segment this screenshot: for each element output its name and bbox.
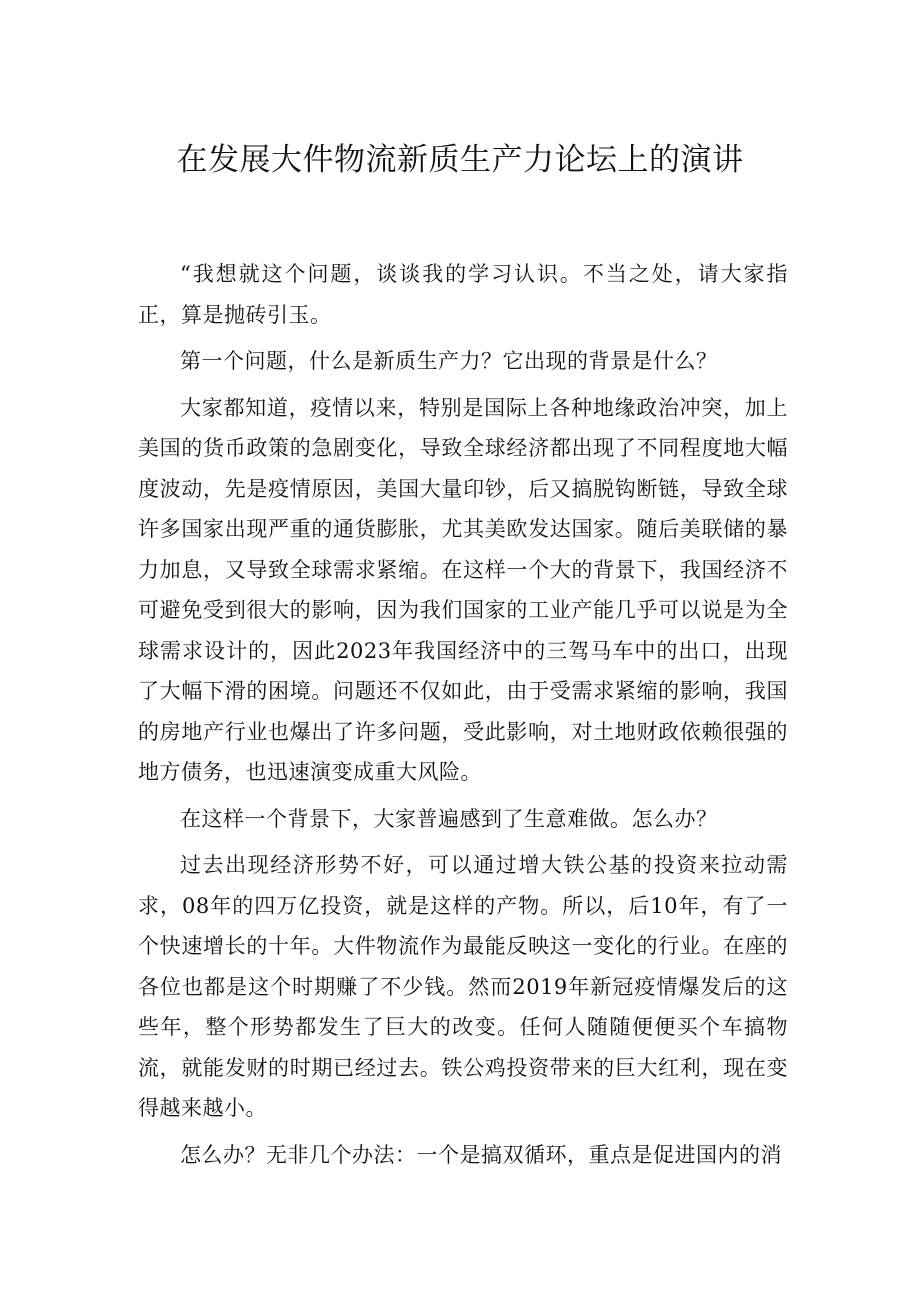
paragraph-background: 大家都知道，疫情以来，特别是国际上各种地缘政治冲突，加上美国的货币政策的急剧变化，导致全球经济都出现了不同程度地大幅度波动，先是疫情原因，美国大量印钞，后又搞脱钩断链，导致全球许多国家出现严重的通货膨胀，尤其美欧发达国家。随后美联储的暴力加息，又导致全球需求紧缩。在这样一个大的背景下，我国经济不可避免受到很大的影响，因为我们国家的工业产能几乎可以说是为全球需求设计的，因此2023年我国经济中的三驾马车中的出口，出现了大幅下滑的困境。问题还不仅如此，由于受需求紧缩的影响，我国的房地产行业也爆出了许多问题，受此影响，对土地财政依赖很强的地方债务，也迅速演变成重大风险。 xyxy=(138,395,788,784)
paragraph-intro: “我想就这个问题，谈谈我的学习认识。不当之处，请大家指正，算是抛砖引玉。 xyxy=(138,262,788,327)
paragraph-business-hard: 在这样一个背景下，大家普遍感到了生意难做。怎么办？ xyxy=(180,806,718,831)
paragraph-past-investment: 过去出现经济形势不好，可以通过增大铁公基的投资来拉动需求，08年的四万亿投资，就是这样的产物。所以，后10年，有了一个快速增长的十年。大件物流作为最能反映这一变化的行业。在座的各位也都是这个时期赚了不少钱。然而2019年新冠疫情爆发后的这些年，整个形势都发生了巨大的改变。任何人随随便便买个车搞物流，就能发财的时期已经过去。铁公鸡投资带来的巨大红利，现在变得越来越小。 xyxy=(138,853,788,1120)
paragraph-what-to-do: 怎么办？无非几个办法：一个是搞双循环，重点是促进国内的消 xyxy=(180,1142,782,1167)
paragraph-question-one: 第一个问题，什么是新质生产力？它出现的背景是什么？ xyxy=(180,349,718,373)
document-title: 在发展大件物流新质生产力论坛上的演讲 xyxy=(176,142,744,178)
document-body xyxy=(138,254,788,1181)
